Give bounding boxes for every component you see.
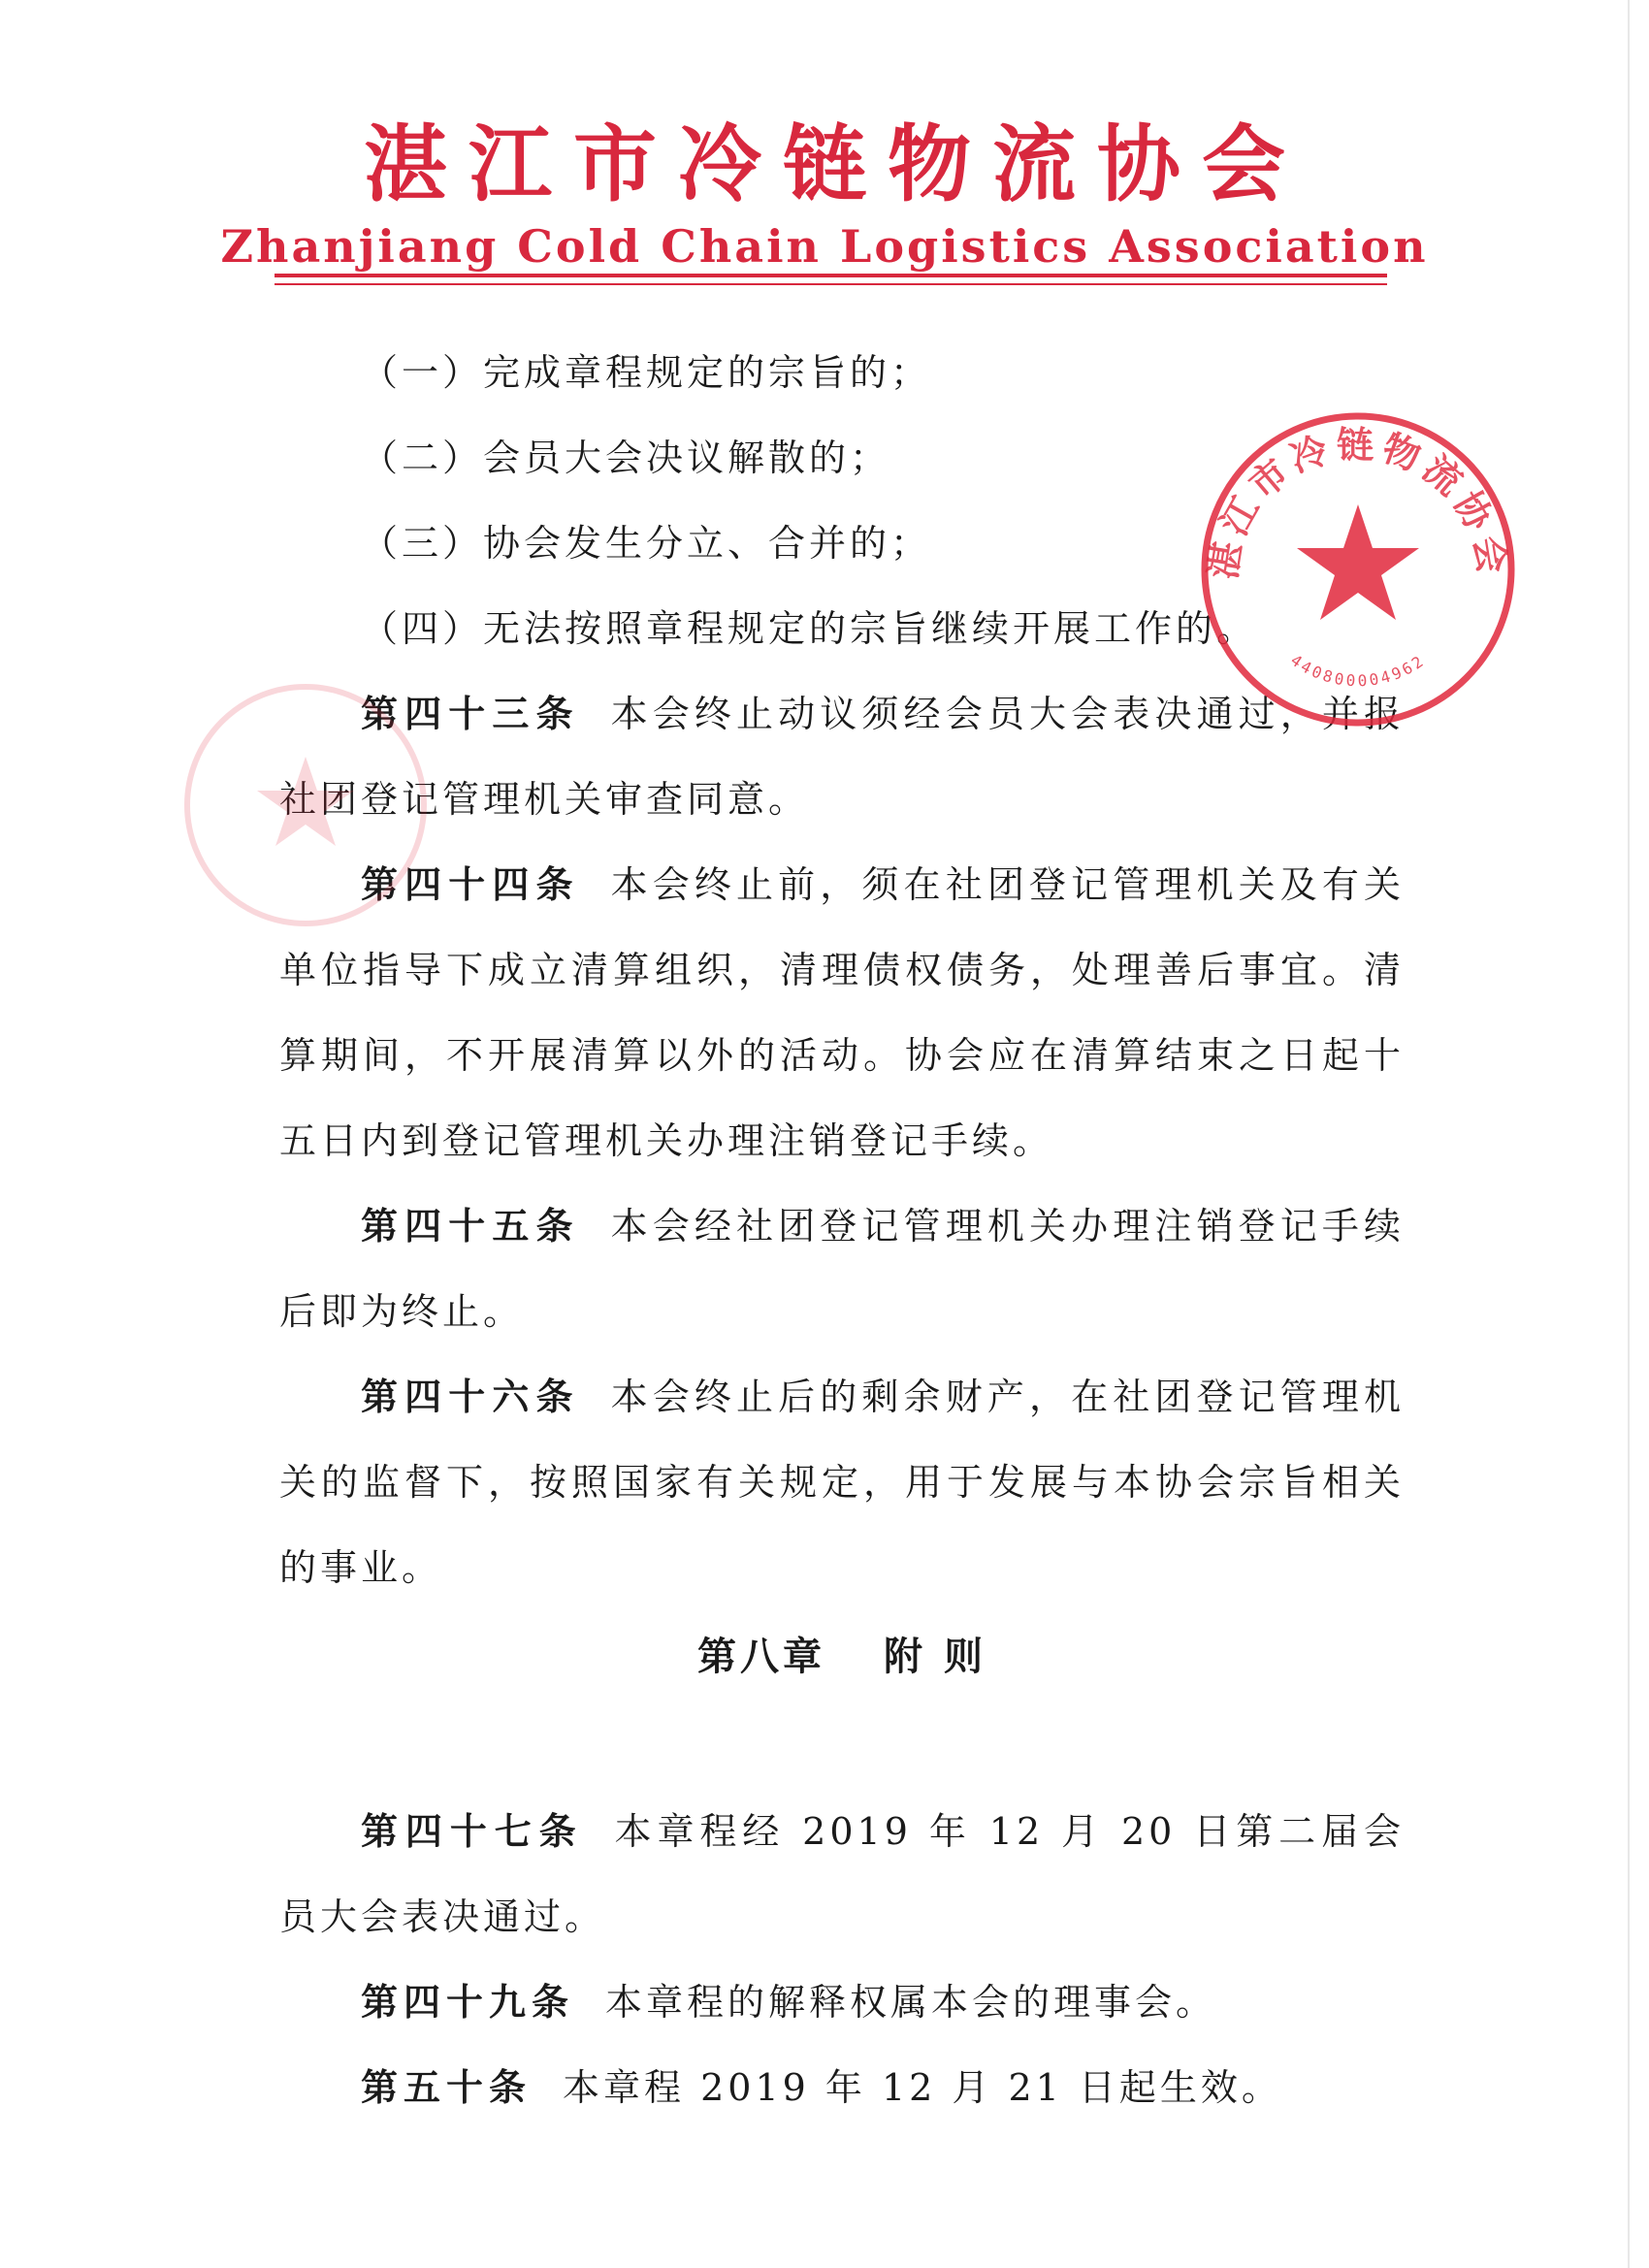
letterhead: [0, 116, 1649, 274]
list-item: （四）无法按照章程规定的宗旨继续开展工作的。: [361, 607, 1258, 650]
article-47: [279, 1789, 1405, 1960]
article-49: [279, 1960, 1405, 2045]
article-label: 第四十三条: [361, 692, 580, 735]
letterhead-rule-thick: [275, 274, 1387, 277]
list-item: （三）协会发生分立、合并的；: [361, 522, 932, 565]
article-text: 本章程经 2019 年 12 月 20 日第二届会员大会表决通过。: [279, 1810, 1405, 1938]
chapter-title: 附 则: [884, 1634, 986, 1679]
letterhead-rule-thin: [275, 283, 1387, 285]
article-text: 本会经社团登记管理机关办理注销登记手续后即为终止。: [279, 1205, 1405, 1333]
svg-text:440800004962: [1287, 651, 1429, 691]
article-text: 本会终止前，须在社团登记管理机关及有关单位指导下成立清算组织，清理债权债务，处理善后事宜。清算期间，不开展清算以外的活动。协会应在清算结束之日起十五日内到登记管理机关办理注销登记手续。: [279, 863, 1405, 1162]
article-label: 第四十九条: [361, 1980, 575, 2024]
page-edge: [1628, 0, 1630, 2268]
article-label: 第四十五条: [361, 1204, 580, 1247]
faint-seal-icon: [179, 679, 432, 931]
article-label: 第四十六条: [361, 1375, 580, 1418]
article-text: 本会终止后的剩余财产，在社团登记管理机关的监督下，按照国家有关规定，用于发展与本协会宗旨相关的事业。: [279, 1376, 1405, 1589]
seal-text: 湛江市冷链物流协会: [1200, 423, 1516, 583]
article-44: [279, 842, 1405, 1183]
article-text: 本章程 2019 年 12 月 21 日起生效。: [563, 2066, 1282, 2109]
article-text: 本章程的解释权属本会的理事会。: [605, 1981, 1217, 2024]
chapter-number: 第八章: [697, 1634, 826, 1679]
list-item: （二）会员大会决议解散的；: [361, 437, 891, 479]
article-label: 第四十四条: [361, 862, 580, 906]
article-46: [279, 1354, 1405, 1610]
official-seal: [1198, 409, 1518, 729]
star-icon: [1297, 504, 1419, 620]
list-item: （一）完成章程规定的宗旨的；: [361, 351, 932, 394]
org-name-en: Zhanjiang Cold Chain Logistics Association: [220, 220, 1429, 273]
article-text: 本会终止动议须经会员大会表决通过，并报社团登记管理机关审查同意。: [279, 693, 1405, 821]
article-label: 第五十条: [361, 2065, 533, 2109]
article-50: [279, 2045, 1405, 2130]
seal-code: 440800004962: [1287, 650, 1429, 691]
org-name-cn: 湛江市冷链物流协会: [364, 115, 1307, 213]
article-label: 第四十七条: [361, 1809, 584, 1853]
article-45: [279, 1183, 1405, 1354]
chapter-heading: [279, 1614, 1405, 1700]
